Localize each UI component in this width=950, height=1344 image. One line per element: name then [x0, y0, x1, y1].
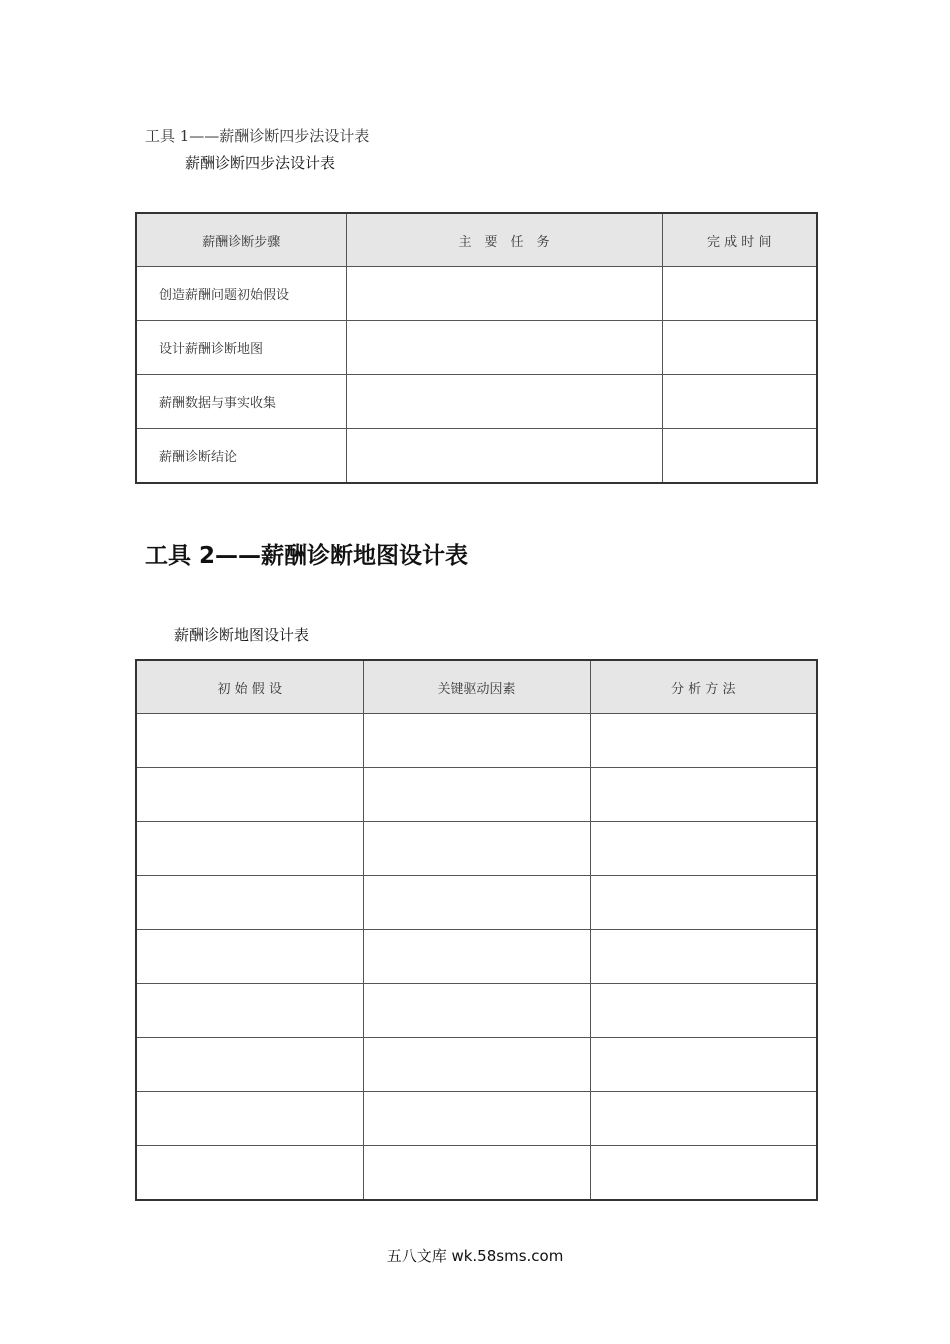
hypothesis-cell[interactable]	[136, 1038, 363, 1092]
hypothesis-cell[interactable]	[136, 984, 363, 1038]
method-cell[interactable]	[590, 1146, 817, 1201]
table-row	[136, 984, 817, 1038]
table-row	[136, 876, 817, 930]
table-row	[136, 768, 817, 822]
driver-cell[interactable]	[363, 1038, 590, 1092]
method-cell[interactable]	[590, 930, 817, 984]
driver-cell[interactable]	[363, 984, 590, 1038]
hypothesis-cell[interactable]	[136, 1092, 363, 1146]
header-initial-hypothesis: 初 始 假 设	[136, 660, 363, 714]
header-analysis-method: 分 析 方 法	[590, 660, 817, 714]
method-cell[interactable]	[590, 768, 817, 822]
step-cell: 薪酬数据与事实收集	[136, 375, 346, 429]
table-row	[136, 429, 817, 484]
driver-cell[interactable]	[363, 822, 590, 876]
task-cell[interactable]	[346, 429, 662, 484]
hypothesis-cell[interactable]	[136, 768, 363, 822]
method-cell[interactable]	[590, 984, 817, 1038]
hypothesis-cell[interactable]	[136, 876, 363, 930]
hypothesis-cell[interactable]	[136, 714, 363, 768]
method-cell[interactable]	[590, 876, 817, 930]
tool2-title: 工具 2——薪酬诊断地图设计表	[145, 543, 469, 569]
driver-cell[interactable]	[363, 1146, 590, 1201]
time-cell[interactable]	[662, 267, 817, 321]
header-step: 薪酬诊断步骤	[136, 213, 346, 267]
task-cell[interactable]	[346, 267, 662, 321]
diagnosis-map-design-table	[135, 659, 818, 1201]
table1-caption: 薪酬诊断四步法设计表	[185, 154, 336, 172]
table-row	[136, 822, 817, 876]
method-cell[interactable]	[590, 822, 817, 876]
driver-cell[interactable]	[363, 876, 590, 930]
table-row	[136, 1092, 817, 1146]
table-header-row	[136, 660, 817, 714]
driver-cell[interactable]	[363, 1092, 590, 1146]
header-main-task: 主 要 任 务	[346, 213, 662, 267]
task-cell[interactable]	[346, 375, 662, 429]
method-cell[interactable]	[590, 1038, 817, 1092]
step-cell: 设计薪酬诊断地图	[136, 321, 346, 375]
time-cell[interactable]	[662, 321, 817, 375]
driver-cell[interactable]	[363, 930, 590, 984]
header-completion-time: 完 成 时 间	[662, 213, 817, 267]
driver-cell[interactable]	[363, 714, 590, 768]
four-step-design-table	[135, 212, 818, 484]
step-cell: 创造薪酬问题初始假设	[136, 267, 346, 321]
method-cell[interactable]	[590, 1092, 817, 1146]
table-row	[136, 1146, 817, 1201]
method-cell[interactable]	[590, 714, 817, 768]
footer-watermark: 五八文库 wk.58sms.com	[386, 1247, 564, 1265]
task-cell[interactable]	[346, 321, 662, 375]
hypothesis-cell[interactable]	[136, 822, 363, 876]
hypothesis-cell[interactable]	[136, 1146, 363, 1201]
table-row	[136, 714, 817, 768]
step-cell: 薪酬诊断结论	[136, 429, 346, 484]
driver-cell[interactable]	[363, 768, 590, 822]
table-header-row	[136, 213, 817, 267]
header-key-drivers: 关键驱动因素	[363, 660, 590, 714]
time-cell[interactable]	[662, 429, 817, 484]
table-row	[136, 375, 817, 429]
table2-caption: 薪酬诊断地图设计表	[174, 626, 310, 644]
table-row	[136, 321, 817, 375]
table-row	[136, 930, 817, 984]
hypothesis-cell[interactable]	[136, 930, 363, 984]
time-cell[interactable]	[662, 375, 817, 429]
tool1-title: 工具 1——薪酬诊断四步法设计表	[145, 127, 370, 145]
table-row	[136, 267, 817, 321]
table-row	[136, 1038, 817, 1092]
